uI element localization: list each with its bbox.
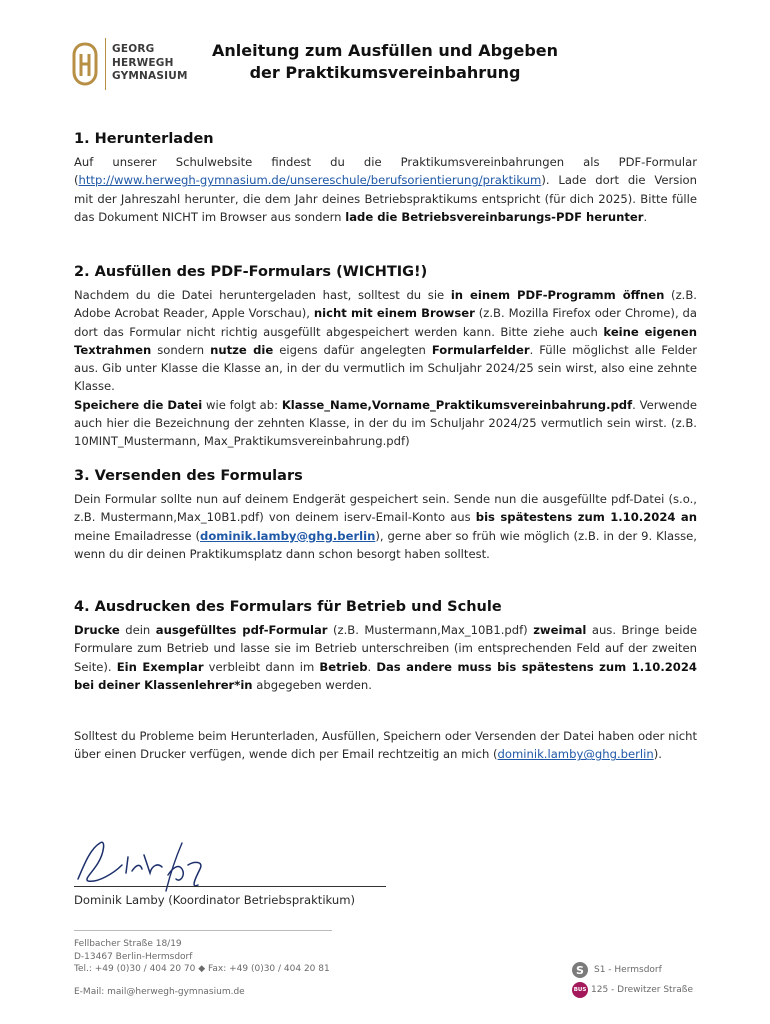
section-send-form — [74, 467, 697, 563]
bold-run: nicht mit einem Browser — [313, 306, 475, 321]
text-run: (z.B. Mustermann,Max_10B1.pdf) — [327, 623, 534, 637]
text-run: eigens dafür angelegten — [273, 342, 432, 357]
text-run: ), gerne aber so früh wie möglich (z.B. in der 9. Klasse, wenn du dir deinen Praktikumsplatz dann schon besorgt haben solltest. — [74, 528, 697, 561]
section-closing — [74, 727, 697, 764]
text-run: Solltest du Probleme beim Herunterladen, Ausfüllen, Speichern oder Versenden der Datei haben oder nicht über einen Drucker verfügen, wende dich per Email rechtzeitig an mich ( — [74, 729, 697, 762]
text-run: . — [367, 659, 377, 674]
text-run: wie folgt ab: — [202, 397, 282, 412]
logo-line-2: HERWEGH — [112, 56, 174, 69]
text-run: Nachdem du die Datei heruntergeladen hast, solltest du sie — [74, 288, 451, 302]
section-heading: 1. Herunterladen — [74, 131, 214, 147]
bold-run: Drucke — [74, 623, 120, 637]
transit-info — [572, 962, 693, 1002]
text-run: ). Lade dort die Version mit der Jahreszahl herunter, die dem Jahr deines Betriebspraktikums entspricht (für dich 2025). Bitte fülle das Dokument NICHT im Browser aus sondern — [74, 173, 697, 224]
text-run: aus. Bringe beide Formulare zum Betrieb und lasse sie im Betrieb unterschreiben (im entsprechenden Feld auf der zweiten Seite). — [74, 623, 697, 674]
document-title — [200, 40, 570, 84]
section-text — [74, 621, 697, 694]
bold-run: keine eigenen Textrahmen — [74, 324, 697, 357]
phone-fax: Tel.: +49 (0)30 / 404 20 70 ◆ Fax: +49 (0)30 / 404 20 81 — [74, 964, 330, 974]
bold-run: nutze die — [210, 342, 274, 357]
title-line-1: Anleitung zum Ausfüllen und Abgeben — [211, 41, 559, 60]
text-run: dein — [119, 623, 156, 637]
bus-icon: BUS — [572, 982, 588, 998]
bold-run: Ein Exemplar — [116, 659, 204, 674]
bold-run: in einem PDF-Programm öffnen — [450, 288, 665, 302]
text-run: abgegeben werden. — [252, 677, 372, 692]
bold-run: bis spätestens zum 1.10.2024 an — [475, 510, 697, 525]
school-logo — [72, 38, 202, 92]
bold-run: Formularfelder — [431, 342, 530, 357]
address-line-2: D-13467 Berlin-Hermsdorf — [74, 951, 193, 962]
logo-divider — [105, 38, 106, 90]
section-heading: 3. Versenden des Formulars — [74, 468, 303, 484]
text-run: ). — [653, 747, 662, 762]
s-bahn-label: S1 - Hermsdorf — [594, 965, 662, 975]
title-line-2: der Praktikumsvereinbahrung — [249, 63, 521, 82]
section-text — [74, 286, 697, 451]
bus-label: 125 - Drewitzer Straße — [591, 985, 693, 995]
text-run: Dein Formular sollte nun auf deinem Endgerät gespeichert sein. Sende nun die ausgefüllte pdf-Datei (s.o., z.B. Mustermann,Max_10B1.pdf) von deinem iserv-Email-Konto aus — [74, 492, 697, 525]
transit-s-bahn — [572, 962, 693, 978]
text-run: meine Emailadresse ( — [74, 528, 201, 543]
bold-run: Das andere muss bis spätestens zum 1.10.2024 bei deiner Klassenlehrer*in — [74, 659, 697, 692]
bold-run: lade die Betriebsvereinbarungs-PDF herunter — [345, 209, 644, 224]
email-link[interactable]: dominik.lamby@ghg.berlin — [200, 528, 376, 543]
section-text — [74, 153, 697, 226]
logo-wordmark — [112, 43, 188, 84]
school-crest-icon — [72, 42, 98, 86]
section-heading: 2. Ausfüllen des PDF-Formulars (WICHTIG!) — [74, 264, 428, 280]
text-run: Auf unserer Schulwebsite findest du die Praktikumsvereinbahrungen als PDF-Formular ( — [74, 155, 697, 188]
logo-line-1: GEORG — [112, 43, 155, 55]
website-link[interactable]: http://www.herwegh-gymnasium.de/unsereschule/berufsorientierung/praktikum — [78, 173, 542, 188]
contact-email-link[interactable]: dominik.lamby@ghg.berlin — [497, 747, 654, 762]
text-run: . — [643, 209, 648, 224]
section-fill-form — [74, 263, 697, 451]
bold-run: Betrieb — [319, 659, 368, 674]
footer-address — [74, 938, 330, 998]
s-bahn-icon: S — [572, 962, 588, 978]
section-heading: 4. Ausdrucken des Formulars für Betrieb und Schule — [74, 599, 502, 615]
signatory-name: Dominik Lamby (Koordinator Betriebspraktikum) — [74, 893, 356, 907]
bold-run: Klasse_Name,Vorname_Praktikumsvereinbahrung.pdf — [281, 397, 633, 412]
text-run: . Fülle möglichst alle Felder aus. Gib unter Klasse die Klasse an, in der du vermutlich im Schuljahr 2024/25 sein wirst, also eine zehnte Klasse. — [74, 342, 697, 394]
section-download — [74, 130, 697, 226]
text-run: . Verwende auch hier die Bezeichnung der zehnten Klasse, in der du im Schuljahr 2024/25 vermutlich sein wirst. (z.B. 10MINT_Mustermann, Max_Praktikumsvereinbahrung.pdf) — [74, 397, 697, 449]
section-text — [74, 490, 697, 563]
bold-run: ausgefülltes pdf-Formular — [155, 623, 328, 637]
text-run: verbleibt dann im — [203, 659, 320, 674]
bold-run: zweimal — [533, 623, 587, 637]
footer-divider — [74, 930, 332, 931]
logo-line-3: GYMNASIUM — [112, 70, 188, 82]
transit-bus — [572, 982, 693, 998]
text-run: (z.B. Mozilla Firefox oder Chrome), da dort das Formular nicht richtig ausgefüllt abgespeichert werden kann. Bitte ziehe auch — [74, 306, 697, 339]
footer-email: E-Mail: mail@herwegh-gymnasium.de — [74, 986, 245, 997]
bold-run: Speichere die Datei — [74, 397, 203, 412]
address-line-1: Fellbacher Straße 18/19 — [74, 939, 182, 949]
text-run: sondern — [151, 342, 211, 357]
section-print-form — [74, 598, 697, 694]
signature-line — [74, 886, 386, 887]
text-run: (z.B. Adobe Acrobat Reader, Apple Vorschau), — [74, 288, 697, 321]
closing-text — [74, 727, 697, 764]
